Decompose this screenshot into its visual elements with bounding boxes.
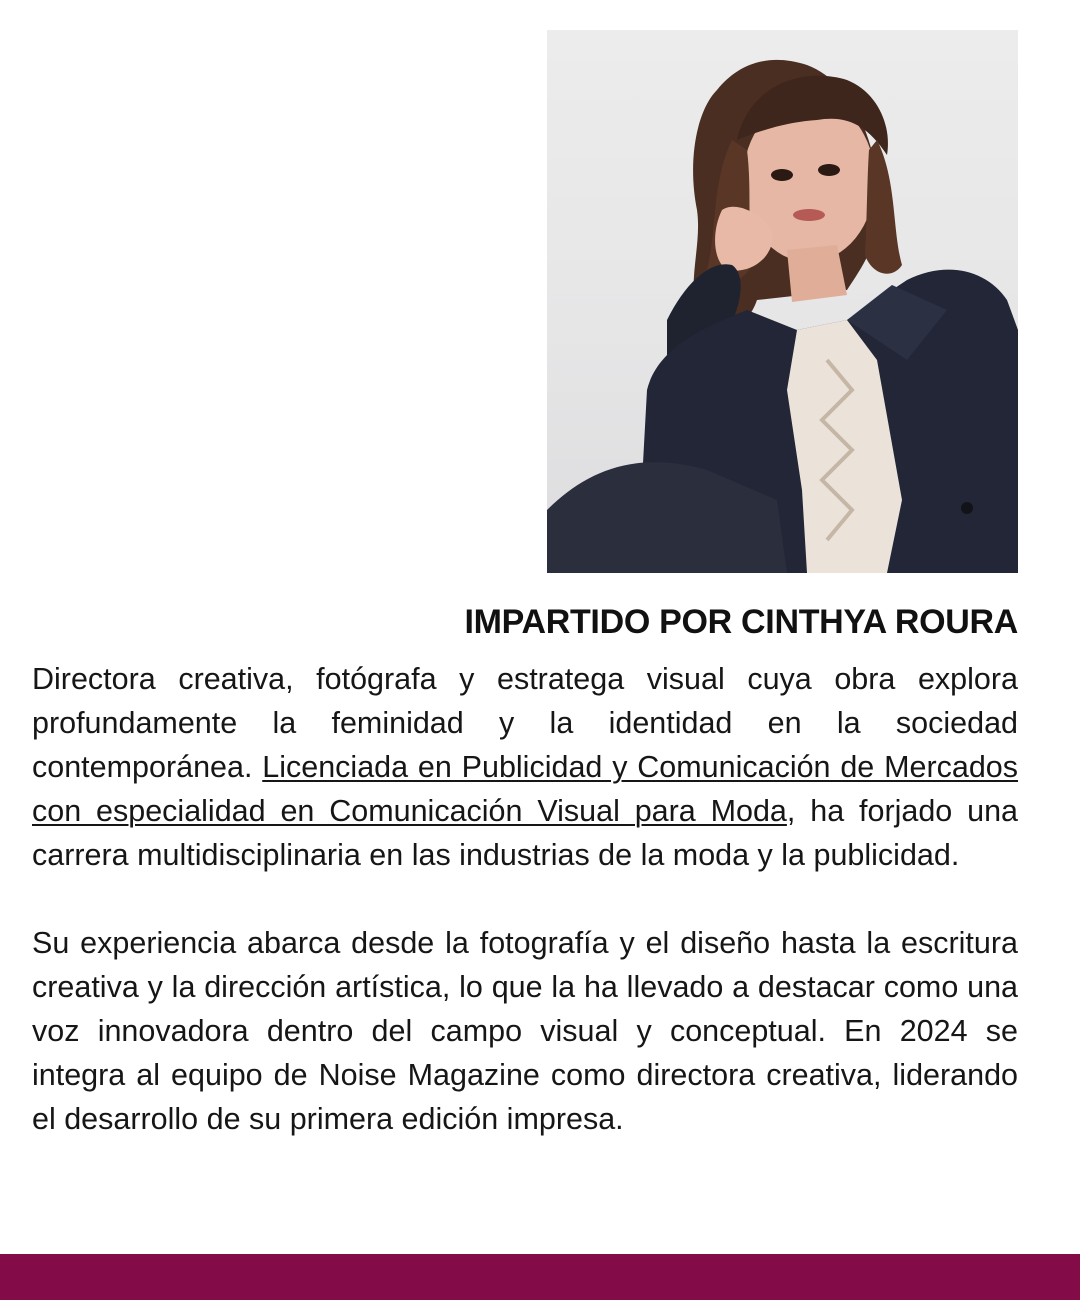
bio-paragraph-1 xyxy=(32,657,1018,877)
degree-link[interactable]: Licenciada en Publicidad y Comunicación de Mercados con especialidad en Comunicación Visual para Moda xyxy=(32,750,1018,828)
instructor-bio xyxy=(32,657,1018,1141)
footer-accent-band xyxy=(0,1254,1080,1300)
bio-paragraph-2: Su experiencia abarca desde la fotografía y el diseño hasta la escritura creativa y la dirección artística, lo que la ha llevado a destacar como una voz innovadora dentro del campo visual y conceptual. En 2024 se integra al equipo de Noise Magazine como directora creativa, liderando el desarrollo de su primera edición impresa. xyxy=(32,926,1018,1136)
instructor-photo xyxy=(547,30,1018,573)
bio-intro-text: Directora creativa, fotógrafa y estratega visual cuya obra explora profundamente la feminidad y la identidad en la sociedad contemporánea. xyxy=(32,662,1018,784)
bio-career-text: , ha forjado una carrera multidisciplinaria en las industrias de la moda y la publicidad. xyxy=(32,794,1019,872)
portrait-illustration xyxy=(547,30,1018,573)
instructor-heading: IMPARTIDO POR CINTHYA ROURA xyxy=(464,603,1018,641)
